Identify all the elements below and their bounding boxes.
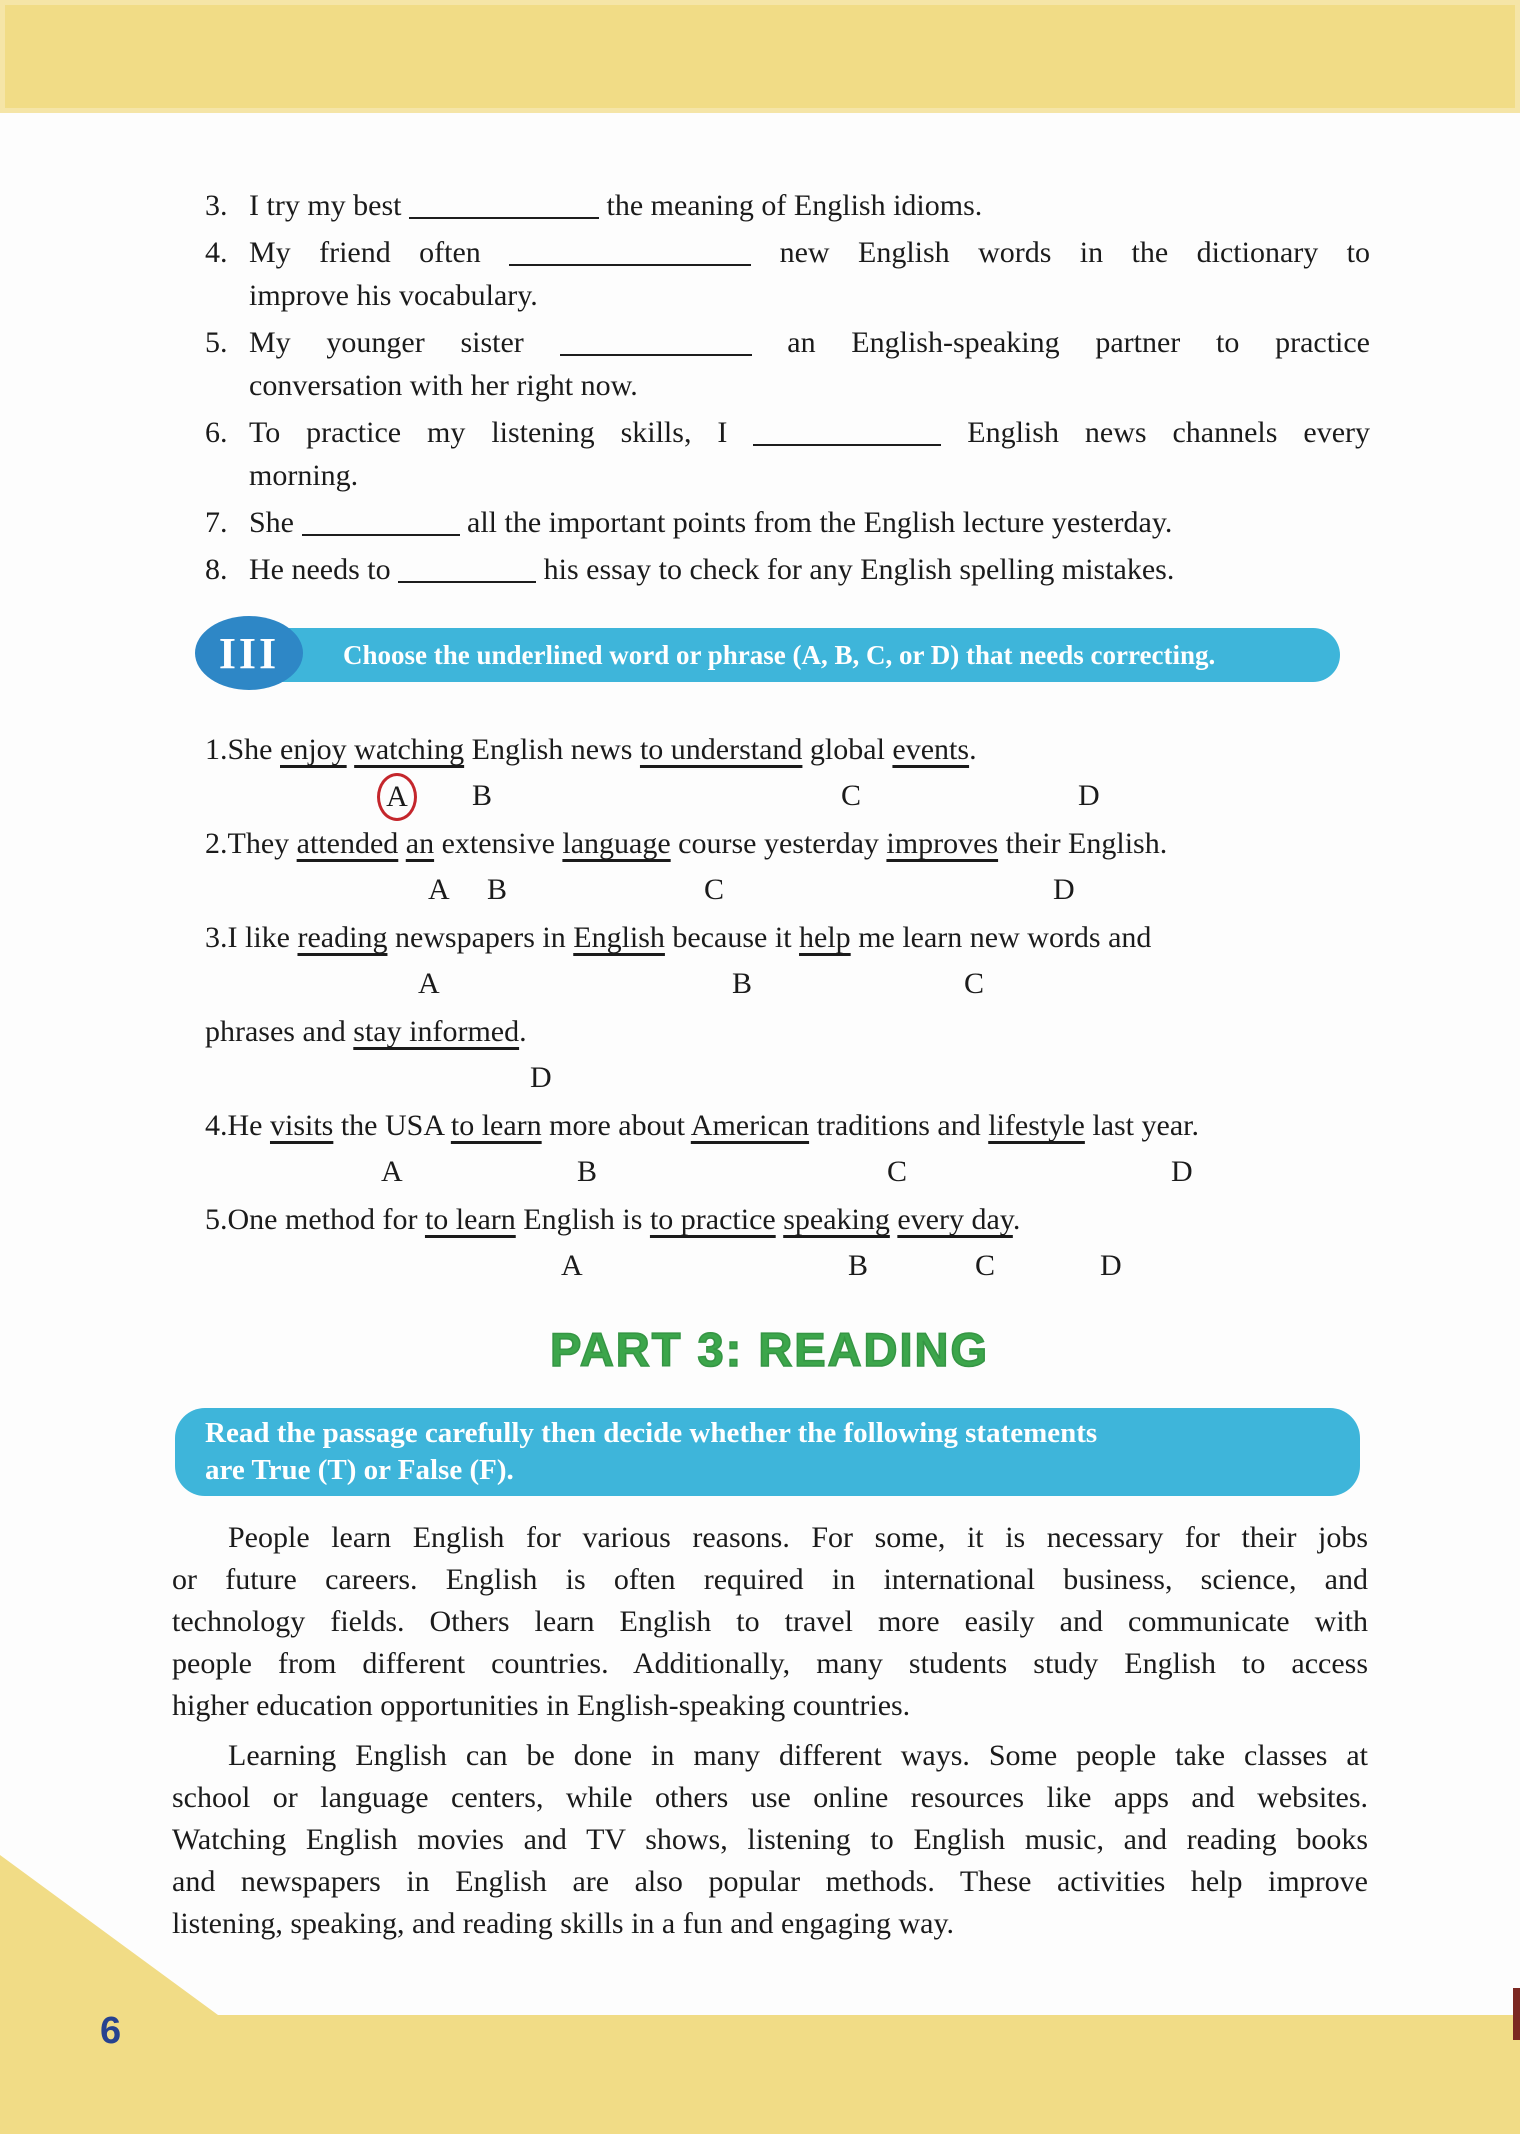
list-item-number: 3. bbox=[205, 189, 228, 222]
passage-line: and newspapers in English are also popular methods. These activities help improve bbox=[172, 1865, 1368, 1898]
passage-line: school or language centers, while others use online resources like apps and websites. bbox=[172, 1781, 1368, 1814]
list-item bbox=[205, 184, 1370, 227]
question-text-line bbox=[205, 914, 1370, 961]
line-text: I like bbox=[227, 921, 298, 954]
list-item-line bbox=[205, 454, 1370, 497]
passage-line: Watching English movies and TV shows, listening to English music, and reading books bbox=[172, 1823, 1368, 1856]
list-item-line bbox=[205, 274, 1370, 317]
question-item bbox=[205, 1196, 1370, 1290]
answer-letter: C bbox=[975, 1249, 996, 1282]
line-text: One method for bbox=[227, 1203, 425, 1236]
fill-in-the-blank-list bbox=[205, 184, 1370, 595]
answer-letters-row bbox=[205, 1149, 1370, 1196]
line-text: . bbox=[1012, 1203, 1021, 1236]
answer-letter: D bbox=[1100, 1249, 1122, 1282]
answer-letter: D bbox=[1053, 873, 1075, 906]
answer-letter: B bbox=[472, 779, 493, 812]
list-item-line bbox=[205, 321, 1370, 364]
underlined-word: watching bbox=[354, 733, 465, 766]
answer-letter: C bbox=[841, 779, 862, 812]
top-yellow-band bbox=[0, 0, 1520, 113]
passage-paragraph-2 bbox=[172, 1735, 1368, 1945]
question-item bbox=[205, 726, 1370, 820]
underlined-word: lifestyle bbox=[988, 1109, 1085, 1142]
question-text-line bbox=[205, 820, 1370, 867]
section-3-instruction-banner bbox=[240, 628, 1340, 682]
underlined-word: American bbox=[690, 1109, 810, 1142]
line-text: morning. bbox=[249, 459, 359, 492]
reading-instruction-banner bbox=[175, 1408, 1360, 1496]
answer-letter: C bbox=[704, 873, 725, 906]
underlined-word: an bbox=[405, 827, 435, 860]
page-number: 6 bbox=[100, 2010, 122, 2052]
list-item-number: 8. bbox=[205, 553, 228, 586]
blank-line bbox=[302, 530, 460, 536]
line-text: me learn new words and bbox=[850, 921, 1152, 954]
underlined-word: reading bbox=[297, 921, 388, 954]
answer-letter: A bbox=[418, 967, 440, 1000]
underlined-word: help bbox=[799, 921, 851, 954]
line-text: the USA bbox=[333, 1109, 451, 1142]
answer-letters-row bbox=[205, 1243, 1370, 1290]
line-text: . bbox=[969, 733, 977, 766]
answer-letter: B bbox=[848, 1249, 869, 1282]
underlined-word: to learn bbox=[450, 1109, 542, 1142]
passage-line: People learn English for various reasons. For some, it is necessary for their jobs bbox=[228, 1521, 1368, 1554]
passage-line: people from different countries. Additionally, many students study English to access bbox=[172, 1647, 1368, 1680]
line-text: English news channels every bbox=[941, 416, 1370, 449]
line-text: traditions and bbox=[809, 1109, 989, 1142]
blank-line bbox=[409, 213, 599, 219]
list-item bbox=[205, 231, 1370, 317]
line-text: She bbox=[227, 733, 280, 766]
list-item-number: 5. bbox=[205, 326, 228, 359]
passage-line: listening, speaking, and reading skills in a fun and engaging way. bbox=[172, 1907, 955, 1940]
answer-letter: A bbox=[381, 1155, 403, 1188]
question-number: 4. bbox=[205, 1109, 228, 1142]
line-text: because it bbox=[664, 921, 800, 954]
question-item bbox=[205, 820, 1370, 914]
page-edge-artifact bbox=[1513, 1988, 1520, 2040]
blank-line bbox=[753, 440, 941, 446]
question-text-line bbox=[205, 1008, 1370, 1055]
line-text: course yesterday bbox=[670, 827, 887, 860]
line-text: their English. bbox=[998, 827, 1168, 860]
underlined-word: stay informed bbox=[353, 1015, 520, 1048]
line-text: My younger sister bbox=[249, 326, 560, 359]
line-text: his essay to check for any English spelling mistakes. bbox=[536, 553, 1175, 586]
underlined-word: language bbox=[562, 827, 671, 860]
line-text: He needs to bbox=[249, 553, 399, 586]
underlined-word: enjoy bbox=[280, 733, 347, 766]
line-text: I try my best bbox=[249, 189, 409, 222]
underlined-word: to learn bbox=[424, 1203, 516, 1236]
line-text: phrases and bbox=[205, 1015, 354, 1048]
question-number: 1. bbox=[205, 733, 228, 766]
answer-letter: D bbox=[1171, 1155, 1193, 1188]
line-text: newspapers in bbox=[387, 921, 574, 954]
circled-answer-letter: A bbox=[377, 773, 417, 821]
section-3-number-badge: III bbox=[195, 616, 303, 690]
question-number: 3. bbox=[205, 921, 228, 954]
answer-letter: A bbox=[561, 1249, 583, 1282]
reading-instruction-line2: are True (T) or False (F). bbox=[205, 1454, 514, 1486]
list-item bbox=[205, 411, 1370, 497]
answer-letter: D bbox=[1078, 779, 1100, 812]
error-correction-questions bbox=[205, 726, 1370, 1290]
underlined-word: events bbox=[892, 733, 970, 766]
list-item-line bbox=[205, 364, 1370, 407]
passage-line: higher education opportunities in English-speaking countries. bbox=[172, 1689, 911, 1722]
underlined-word: English bbox=[573, 921, 665, 954]
line-text: new English words in the dictionary to bbox=[751, 236, 1370, 269]
list-item-line bbox=[205, 411, 1370, 454]
list-item-number: 4. bbox=[205, 236, 228, 269]
answer-letter: D bbox=[530, 1061, 552, 1094]
underlined-word: speaking bbox=[783, 1203, 890, 1236]
blank-line bbox=[398, 577, 536, 583]
list-item-line bbox=[205, 548, 1370, 591]
underlined-word: improves bbox=[886, 827, 999, 860]
question-number: 2. bbox=[205, 827, 228, 860]
answer-letter: B bbox=[732, 967, 753, 1000]
line-text: My friend often bbox=[249, 236, 510, 269]
line-text: . bbox=[519, 1015, 527, 1048]
question-text-line bbox=[205, 726, 1370, 773]
line-text bbox=[398, 827, 406, 860]
underlined-word: attended bbox=[296, 827, 399, 860]
answer-letters-row bbox=[205, 773, 1370, 820]
question-item bbox=[205, 1102, 1370, 1196]
answer-letter: C bbox=[887, 1155, 908, 1188]
reading-passage bbox=[172, 1517, 1368, 1945]
underlined-word: visits bbox=[269, 1109, 334, 1142]
answer-letters-row bbox=[205, 867, 1370, 914]
blank-line bbox=[509, 260, 751, 266]
answer-letter: C bbox=[964, 967, 985, 1000]
line-text: the meaning of English idioms. bbox=[598, 189, 983, 222]
line-text: extensive bbox=[434, 827, 563, 860]
answer-letter: A bbox=[428, 873, 450, 906]
list-item-number: 7. bbox=[205, 506, 228, 539]
line-text: last year. bbox=[1084, 1109, 1199, 1142]
passage-paragraph-1 bbox=[172, 1517, 1368, 1727]
question-text-line bbox=[205, 1102, 1370, 1149]
list-item bbox=[205, 501, 1370, 544]
answer-letters-row bbox=[205, 1055, 1370, 1102]
line-text: improve his vocabulary. bbox=[249, 279, 538, 312]
section-3-instruction-text: Choose the underlined word or phrase (A, B, C, or D) that needs correcting. bbox=[343, 640, 1216, 670]
answer-letter: B bbox=[487, 873, 508, 906]
line-text: She bbox=[249, 506, 302, 539]
line-text: more about bbox=[541, 1109, 691, 1142]
line-text: conversation with her right now. bbox=[249, 369, 638, 402]
list-item bbox=[205, 548, 1370, 591]
question-number: 5. bbox=[205, 1203, 228, 1236]
list-item-line bbox=[205, 231, 1370, 274]
list-item-line bbox=[205, 501, 1370, 544]
line-text: English news bbox=[464, 733, 640, 766]
underlined-word: to practice bbox=[649, 1203, 776, 1236]
line-text: all the important points from the English lecture yesterday. bbox=[459, 506, 1173, 539]
line-text: He bbox=[227, 1109, 270, 1142]
underlined-word: to understand bbox=[639, 733, 803, 766]
passage-line: or future careers. English is often required in international business, science, and bbox=[172, 1563, 1368, 1596]
line-text: To practice my listening skills, I bbox=[249, 416, 754, 449]
reading-instruction-line1: Read the passage carefully then decide whether the following statements bbox=[205, 1417, 1098, 1449]
line-text: global bbox=[802, 733, 893, 766]
line-text: English is bbox=[515, 1203, 650, 1236]
passage-line: technology fields. Others learn English to travel more easily and communicate with bbox=[172, 1605, 1368, 1638]
line-text: an English-speaking partner to practice bbox=[751, 326, 1370, 359]
question-text-line bbox=[205, 1196, 1370, 1243]
question-item bbox=[205, 914, 1370, 1102]
list-item bbox=[205, 321, 1370, 407]
passage-line: Learning English can be done in many different ways. Some people take classes at bbox=[228, 1739, 1368, 1772]
blank-line bbox=[560, 350, 752, 356]
list-item-number: 6. bbox=[205, 416, 228, 449]
answer-letters-row bbox=[205, 961, 1370, 1008]
list-item-line bbox=[205, 184, 1370, 227]
part-3-reading-title: PART 3: READING bbox=[549, 1323, 990, 1376]
underlined-word: every day bbox=[897, 1203, 1013, 1236]
answer-letter: B bbox=[577, 1155, 598, 1188]
line-text: They bbox=[227, 827, 297, 860]
